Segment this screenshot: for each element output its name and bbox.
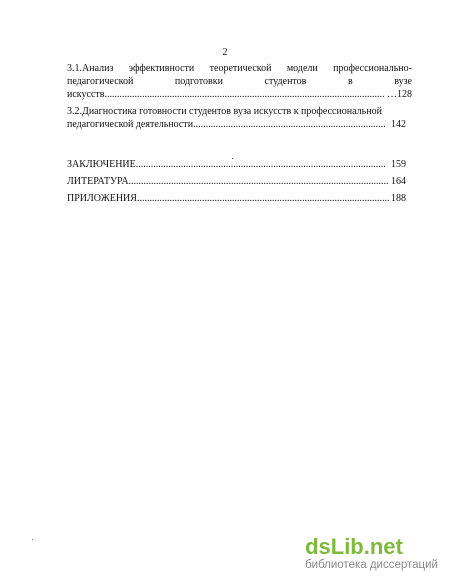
watermark-subtitle: библиотека диссертаций (305, 559, 438, 571)
toc-word: 3.1.Анализ (67, 63, 114, 74)
scan-speck (32, 539, 33, 540)
dslib-watermark (305, 536, 438, 572)
toc-item-3-2-line-2 (67, 118, 412, 131)
dot-leader (136, 158, 385, 171)
toc-entry-text: ЛИТЕРАТУРА (67, 176, 129, 187)
toc-word: педагогической (67, 76, 134, 87)
toc-word: студентов (264, 76, 307, 87)
toc-entry-text: 3.2.Диагностика готовности студентов вуза искусств к профессиональной (67, 106, 382, 117)
dot-leader (104, 88, 385, 101)
toc-item-3-2-line-1 (67, 105, 412, 118)
toc-literature (67, 175, 412, 188)
toc-entry-text: искусств (67, 89, 105, 100)
toc-word: вузе (394, 76, 412, 87)
toc-entry-text: ПРИЛОЖЕНИЯ (67, 193, 137, 204)
toc-word: модели (286, 63, 318, 74)
table-of-contents (67, 62, 412, 205)
toc-word: подготовки (174, 76, 223, 87)
toc-word: эффективности (128, 63, 195, 74)
toc-page-number: 164 (391, 176, 406, 187)
toc-entry-text: педагогической деятельности (67, 119, 194, 130)
dslib-logo (305, 536, 438, 558)
toc-word: в (347, 76, 353, 87)
scan-speck (232, 158, 233, 159)
dot-leader (129, 175, 389, 188)
toc-entry-text: ЗАКЛЮЧЕНИЕ (67, 159, 136, 170)
toc-appendices (67, 192, 412, 205)
toc-page-number: 142 (391, 119, 406, 130)
toc-page-number: 159 (391, 159, 406, 170)
dot-leader (193, 118, 385, 131)
toc-conclusion (67, 158, 412, 171)
toc-item-3-1-line-2 (67, 75, 412, 88)
dot-leader (137, 192, 389, 205)
logo-text: dsLib (305, 534, 364, 559)
toc-word: профессионально- (333, 63, 412, 74)
toc-item-3-1-line-1 (67, 62, 412, 75)
page-number: 2 (222, 47, 228, 58)
toc-word: теоретической (209, 63, 272, 74)
logo-domain: .net (363, 534, 403, 559)
toc-page-number: …128 (387, 89, 412, 100)
toc-item-3-1-line-3 (67, 88, 412, 101)
toc-page-number: 188 (391, 193, 406, 204)
